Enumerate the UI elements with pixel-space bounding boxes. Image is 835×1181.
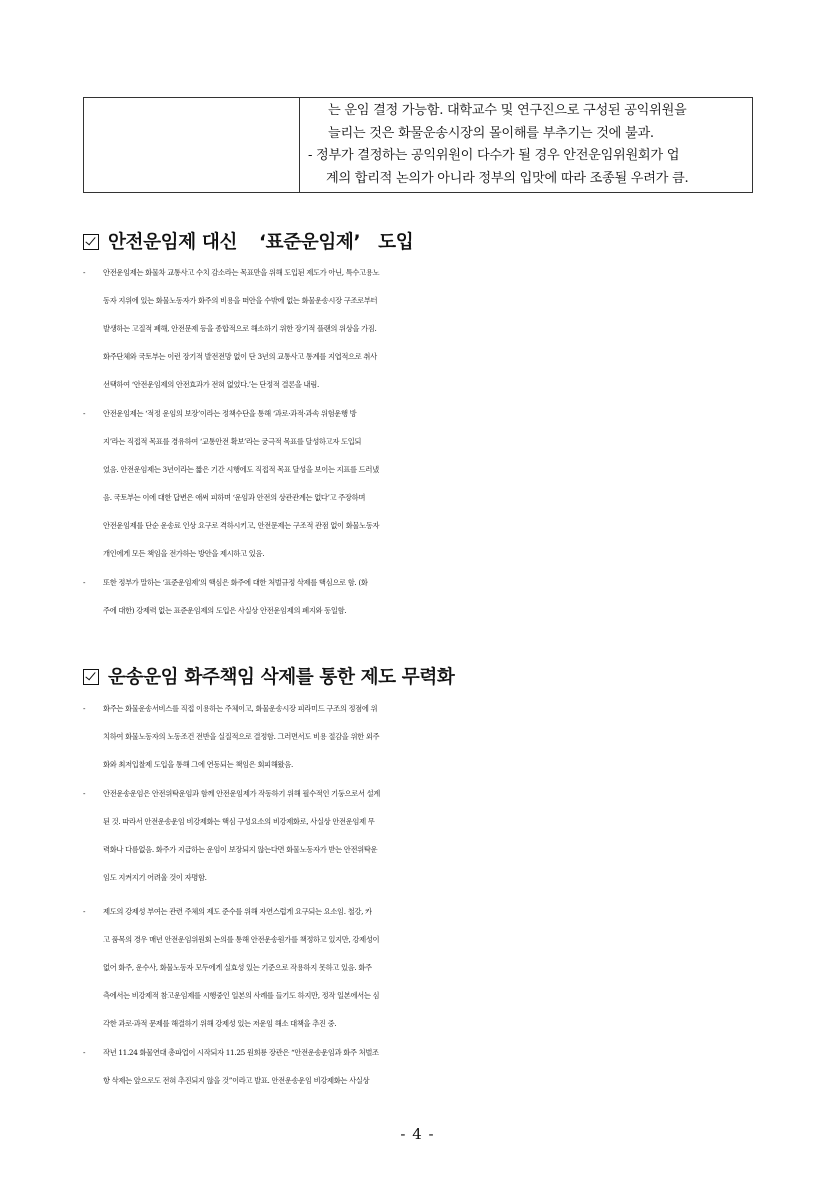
bullet-line: 안전운임제를 단순 운송료 인상 요구로 격하시키고, 안전문제는 구조적 관점 없이 화물노동자 <box>103 521 380 531</box>
bullet-line: 력화나 다름없음. 화주가 지급하는 운임이 보장되지 않는다면 화물노동자가 받는 안전위탁운 <box>103 845 378 855</box>
checkbox-icon <box>83 669 99 685</box>
bullet-line: 고 품목의 경우 매년 안전운임위원회 논의를 통해 안전운송원가를 책정하고 있지만, 강제성이 <box>103 935 380 945</box>
bullet-line: 없어 화주, 운수사, 화물노동자 모두에게 실효성 있는 기준으로 작용하지 못하고 있음. 화주 <box>103 963 372 973</box>
page-number: - 4 - <box>400 1125 435 1143</box>
section1-bullet-1: - 안전운임제는 화물차 교통사고 수치 감소라는 목표만을 위해 도입된 제도가 아닌, 특수고용노 동자 지위에 있는 화물노동자가 화주의 비용을 떠안을 수밖에 없는 화물운송시장 구조로부터 발생하는 고질적 폐해, 안전문제 등을 종합적으로 해소하기 위한 장기적 플랜의 위상을 가짐. 화주단체와 국토부는 이런 장기적 발전전망 없이 단 3년의 교통사고 통계를 지엽적으로 취사 선택하여 ‘안전운임제의 안전효과가 전혀 없었다.’는 단정적 결론을 내림. <box>83 259 755 399</box>
bullet-line: 화와 최저입찰제 도입을 통해 그에 연동되는 책임은 회피해왔음. <box>103 760 293 770</box>
bullet-line: 각한 과로·과적 문제를 해결하기 위해 강제성 있는 저운임 해소 대책을 추진 중. <box>103 1019 337 1029</box>
summary-table <box>83 97 753 193</box>
bullet-line: 항 삭제는 앞으로도 전혀 추진되지 않을 것”이라고 발표. 안전운송운임 비강제화는 사실상 <box>103 1076 370 1086</box>
bullet-line: 동자 지위에 있는 화물노동자가 화주의 비용을 떠안을 수밖에 없는 화물운송시장 구조로부터 <box>103 296 378 306</box>
bullet-line: 주에 대한) 강제력 없는 표준운임제의 도입은 사실상 안전운임제의 폐지와 동일함. <box>103 606 347 616</box>
bullet-line: 된 것. 따라서 안전운송운임 비강제화는 핵심 구성요소의 비강제화로, 사실상 안전운임제 무 <box>103 817 375 827</box>
bullet-line: 치하여 화물노동자의 노동조건 전반을 실질적으로 결정함. 그러면서도 비용 절감을 위한 외주 <box>103 732 380 742</box>
bullet-line: 화주단체와 국토부는 이런 장기적 발전전망 없이 단 3년의 교통사고 통계를 지엽적으로 취사 <box>103 352 377 362</box>
table-line: 는 운임 결정 가능함. 대학교수 및 연구진으로 구성된 공익위원을 <box>328 103 687 118</box>
checkbox-icon <box>83 234 99 250</box>
bullet-line: 제도의 강제성 부여는 관련 주체의 제도 준수를 위해 자연스럽게 요구되는 요소임. 철강, 카 <box>103 907 372 916</box>
bullet-line: 발생하는 고질적 폐해, 안전문제 등을 종합적으로 해소하기 위한 장기적 플랜의 위상을 가짐. <box>103 324 377 334</box>
bullet-line: 었음. 안전운임제는 3년이라는 짧은 기간 시행에도 직접적 목표 달성을 보이는 지표를 드러냈 <box>103 465 379 475</box>
section2-bullet-2: - 안전운송운임은 안전위탁운임과 함께 안전운임제가 작동하기 위해 필수적인 기둥으로서 설계 된 것. 따라서 안전운송운임 비강제화는 핵심 구성요소의 비강제화로, 사실상 안전운임제 무 력화나 다름없음. 화주가 지급하는 운임이 보장되지 않는다면 화물노동자가 받는 안전위탁운 임도 지켜지기 어려울 것이 자명함. <box>83 780 755 892</box>
bullet-line: 화주는 화물운송서비스를 직접 이용하는 주체이고, 화물운송시장 피라미드 구조의 정점에 위 <box>103 704 378 713</box>
table-empty-cell <box>84 98 300 193</box>
table-line: 계의 합리적 논의가 아니라 정부의 입맛에 따라 조종될 우려가 큼. <box>326 170 689 186</box>
section2-bullet-1: - 화주는 화물운송서비스를 직접 이용하는 주체이고, 화물운송시장 피라미드 구조의 정점에 위 치하여 화물노동자의 노동조건 전반을 실질적으로 결정함. 그러면서도 비용 절감을 위한 외주 화와 최저입찰제 도입을 통해 그에 연동되는 책임은 회피해왔음. <box>83 695 755 779</box>
section2-bullet-4: - 작년 11.24 화물연대 총파업이 시작되자 11.25 원희룡 장관은 “안전운송운임과 화주 처벌조 항 삭제는 앞으로도 전혀 추진되지 않을 것”이라고 발표. 안전운송운임 비강제화는 사실상 <box>83 1039 755 1095</box>
bullet-line: 개인에게 모든 책임을 전가하는 방안을 제시하고 있음. <box>103 549 265 559</box>
section1-heading: 안전운임제 대신 ‘표준운임제’ 도입 <box>83 228 413 254</box>
bullet-line: 음. 국토부는 이에 대한 답변은 애써 피하며 ‘운임과 안전의 상관관계는 없다’고 주장하며 <box>103 493 366 503</box>
bullet-line: 선택하여 ‘안전운임제의 안전효과가 전혀 없었다.’는 단정적 결론을 내림. <box>103 380 319 390</box>
section2-bullet-3: - 제도의 강제성 부여는 관련 주체의 제도 준수를 위해 자연스럽게 요구되는 요소임. 철강, 카 고 품목의 경우 매년 안전운임위원회 논의를 통해 안전운송원가를 책정하고 있지만, 강제성이 없어 화주, 운수사, 화물노동자 모두에게 실효성 있는 기준으로 작용하지 못하고 있음. 화주 측에서는 비강제적 참고운임제를 시행중인 일본의 사례를 들기도 하지만, 정작 일본에서는 심 각한 과로·과적 문제를 해결하기 위해 강제성 있는 저운임 해소 대책을 추진 중. <box>83 898 755 1038</box>
bullet-line: 안전운임제는 ‘적정 운임의 보장’이라는 정책수단을 통해 ‘과로·과적·과속 위험운행 방 <box>103 409 357 418</box>
bullet-line: 작년 11.24 화물연대 총파업이 시작되자 11.25 원희룡 장관은 “안전운송운임과 화주 처벌조 <box>103 1048 379 1057</box>
bullet-line: 안전운송운임은 안전위탁운임과 함께 안전운임제가 작동하기 위해 필수적인 기둥으로서 설계 <box>103 789 381 798</box>
bullet-line: 측에서는 비강제적 참고운임제를 시행중인 일본의 사례를 들기도 하지만, 정작 일본에서는 심 <box>103 991 380 1001</box>
bullet-line: 임도 지켜지기 어려울 것이 자명함. <box>103 873 207 883</box>
section1-bullet-2: - 안전운임제는 ‘적정 운임의 보장’이라는 정책수단을 통해 ‘과로·과적·과속 위험운행 방 지’라는 직접적 목표를 경유하여 ‘교통안전 확보’라는 궁극적 목표를 달성하고자 도입되 었음. 안전운임제는 3년이라는 짧은 기간 시행에도 직접적 목표 달성을 보이는 지표를 드러냈 음. 국토부는 이에 대한 답변은 애써 피하며 ‘운임과 안전의 상관관계는 없다’고 주장하며 안전운임제를 단순 운송료 인상 요구로 격하시키고, 안전문제는 구조적 관점 없이 화물노동자 개인에게 모든 책임을 전가하는 방안을 제시하고 있음. <box>83 400 755 569</box>
bullet-line: 지’라는 직접적 목표를 경유하여 ‘교통안전 확보’라는 궁극적 목표를 달성하고자 도입되 <box>103 437 362 447</box>
table-line: 늘리는 것은 화물운송시장의 몰이해를 부추기는 것에 불과. <box>328 125 654 141</box>
section1-bullet-3: - 또한 정부가 말하는 ‘표준운임제’의 핵심은 화주에 대한 처벌규정 삭제를 핵심으로 함. (화 주에 대한) 강제력 없는 표준운임제의 도입은 사실상 안전운임제의 폐지와 동일함. <box>83 569 755 625</box>
bullet-line: 또한 정부가 말하는 ‘표준운임제’의 핵심은 화주에 대한 처벌규정 삭제를 핵심으로 함. (화 <box>103 578 368 587</box>
section2-heading: 운송운임 화주책임 삭제를 통한 제도 무력화 <box>83 663 454 689</box>
bullet-line: 안전운임제는 화물차 교통사고 수치 감소라는 목표만을 위해 도입된 제도가 아닌, 특수고용노 <box>103 268 380 277</box>
table-text-cell <box>300 98 753 193</box>
table-line: - 정부가 결정하는 공익위원이 다수가 될 경우 안전운임위원회가 업 <box>308 148 680 163</box>
